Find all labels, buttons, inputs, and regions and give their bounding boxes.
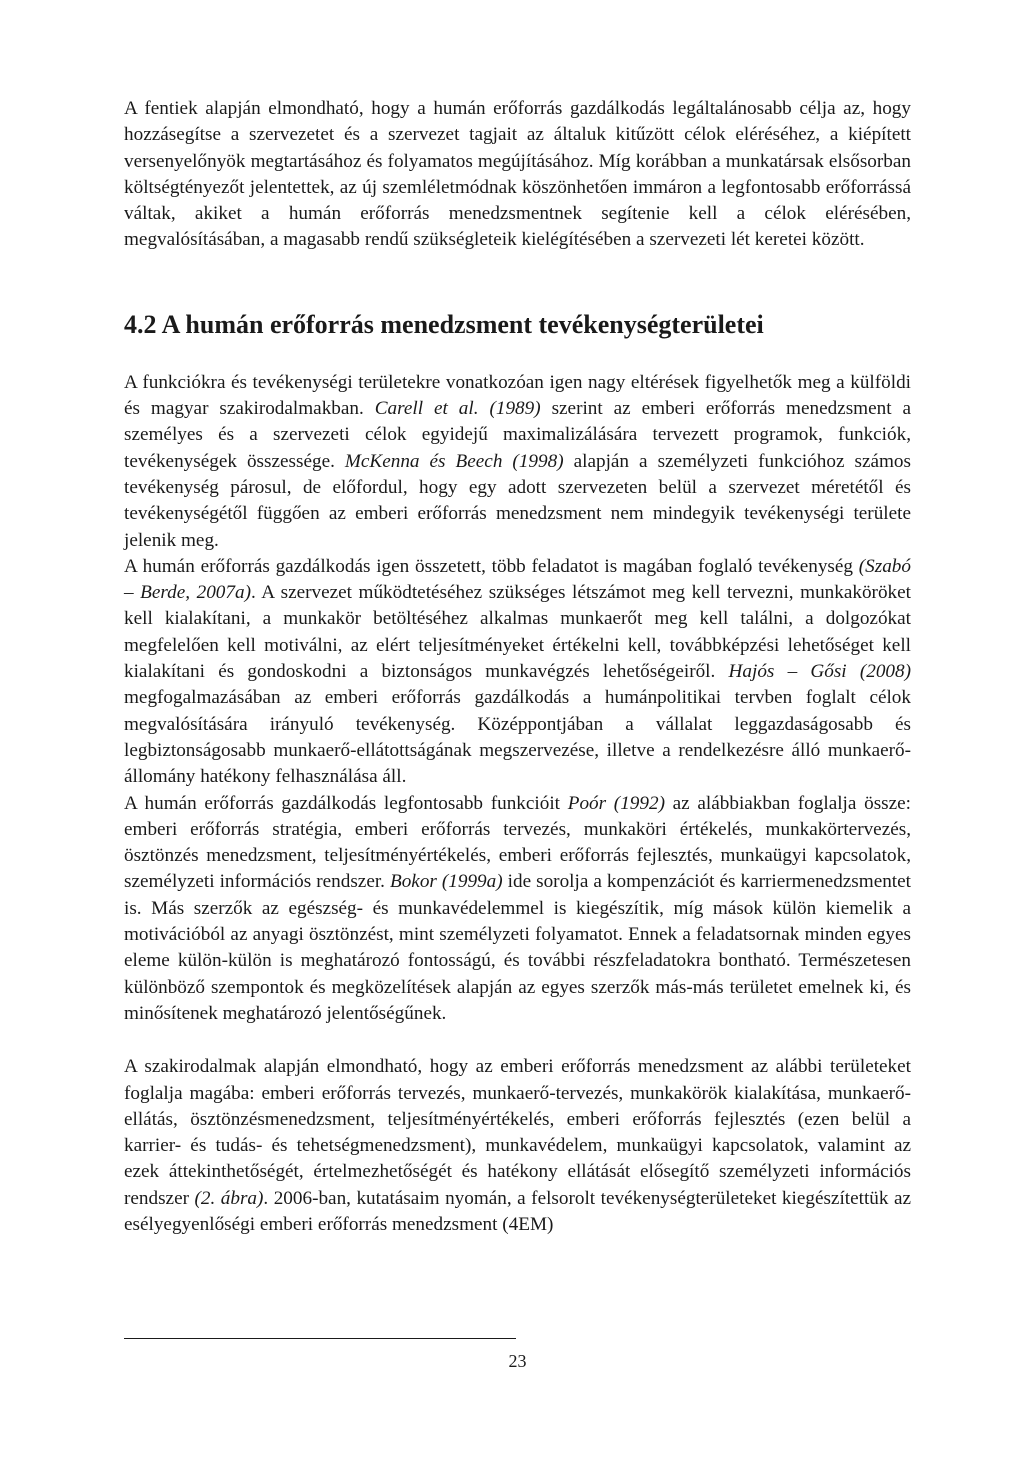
footnote-divider [124, 1338, 516, 1339]
text-run: szerint az emberi erőforrás menedzsment a személyes és a szervezeti célok egyidejű maximalizálására tervezett programok, funkciók, tevékenységek összessége. [124, 398, 911, 472]
text-run: alapján a személyzeti funkcióhoz számos tevékenység párosul, de előfordul, hogy egy adott szervezeten belül a szervezet méretétől és tevékenységétől függően az emberi erőforrás menedzsment nem mindegyik tevékenységi területe jelenik meg. [124, 450, 911, 551]
intro-paragraph: A fentiek alapján elmondható, hogy a humán erőforrás gazdálkodás legáltalánosabb célja az, hogy hozzásegítse a szervezetet és a szervezet tagjait az általuk kitűzött célok eléréséhez, a kiépített versenyelőnyök megtartásához és folyamatos megújításához. Míg korábban a munkatársak elsősorban költségtényezőt jelentettek, az új szemléletmódnak köszönhetően immáron a legfontosabb erőforrássá váltak, akiket a humán erőforrás menedzsmentnek segítenie kell a célok elérésében, megvalósításában, a magasabb rendű szükségleteik kielégítésében a szervezeti lét keretei között. [124, 98, 911, 251]
paragraph-functions [124, 370, 911, 554]
text-run: ide sorolja a kompenzációt és karriermenedzsmentet is. Más szerzők az egészség- és munkavédelemmel is kiegészítik, míg mások külön kiemelik a motivációból az anyagi ösztönzést, mint személyzeti folyamatot. Ennek a feladatsornak minden egyes eleme külön-külön is meghatározó fontosságú, és további részfeladatokra bontható. Természetesen különböző szempontok és megközelítések alapján az egyes szerzők más-más területet emelnek ki, és minősítenek meghatározó jelentőségűnek. [124, 871, 911, 1024]
page-number: 23 [508, 1351, 527, 1371]
text-run: A szakirodalmak alapján elmondható, hogy az emberi erőforrás menedzsment az alábbi területeket foglalja magába: emberi erőforrás tervezés, munkaerő-tervezés, munkakörök kialakítása, munkaerő-ellátás, ösztönzésmenedzsment, teljesítményértékelés, emberi erőforrás fejlesztés (ezen belül a karrier- és tudás- és tehetségmenedzsment), munkavédelem, munkaügyi kapcsolatok, valamint az ezek áttekinthetőségét, értelmezhetőségét és hatékony ellátását elősegítő személyzeti információs rendszer [124, 1056, 911, 1209]
text-run: A funkciókra és tevékenységi területekre vonatkozóan igen nagy eltérések figyelhetők meg a külföldi és magyar szakirodalmakban. [124, 371, 911, 420]
text-run: A humán erőforrás gazdálkodás legfontosabb funkcióit [124, 792, 568, 814]
spacer [124, 341, 911, 370]
text-run: A humán erőforrás gazdálkodás igen összetett, több feladatot is magában foglaló tevékenység [124, 555, 859, 577]
text-run: megfogalmazásában az emberi erőforrás gazdálkodás a humánpolitikai tervben foglalt célok megvalósítására irányuló tevékenység. Középpontjában a vállalat leggazdaságosabb és legbiztonságosabb munkaerő-ellátottságának megszervezése, illetve a rendelkezésre álló munkaerő-állomány hatékony felhasználása áll. [124, 687, 911, 788]
citation: (2. ábra) [194, 1187, 264, 1209]
citation: Hajós – Gősi (2008) [728, 661, 911, 683]
spacer [124, 1027, 911, 1054]
citation: Carell et al. (1989) [374, 398, 541, 420]
text-run: . A szervezet működtetéséhez szükséges létszámot meg kell tervezni, munkaköröket kell kialakítani, a munkakör betöltéséhez alkalmas munkaerőt meg kell találni, a dolgozókat megfelelően kell motiválni, az elért teljesítményeket értékelni kell, továbbképzési lehetőséget kell kialakítani és gondoskodni a biztonságos munkavégzés lehetőségeiről. [124, 582, 911, 683]
text-run: . 2006-ban, kutatásaim nyomán, a felsorolt tevékenységterületeket kiegészítettük az esélyegyenlőségi emberi erőforrás menedzsment (4EM) [124, 1187, 912, 1235]
citation: Poór (1992) [567, 792, 665, 814]
paragraph-key-functions [124, 791, 911, 1028]
citation: Bokor (1999a) [389, 871, 503, 893]
document-page [124, 96, 911, 1238]
paragraph-summary [124, 1054, 911, 1238]
section-heading: 4.2 A humán erőforrás menedzsment tevékenységterületei [124, 309, 764, 339]
text-run: az alábbiakban foglalja össze: emberi erőforrás stratégia, emberi erőforrás tervezés, munkaköri értékelés, munkakörtervezés, ösztönzés menedzsment, teljesítményértékelés, emberi erőforrás fejlesztés, munkaügyi kapcsolatok, személyzeti információs rendszer. [124, 792, 911, 893]
spacer [124, 254, 911, 309]
citation: McKenna és Beech (1998) [344, 450, 564, 472]
paragraph-hr-management [124, 554, 911, 791]
citation: (Szabó – Berde, 2007a) [124, 555, 911, 604]
